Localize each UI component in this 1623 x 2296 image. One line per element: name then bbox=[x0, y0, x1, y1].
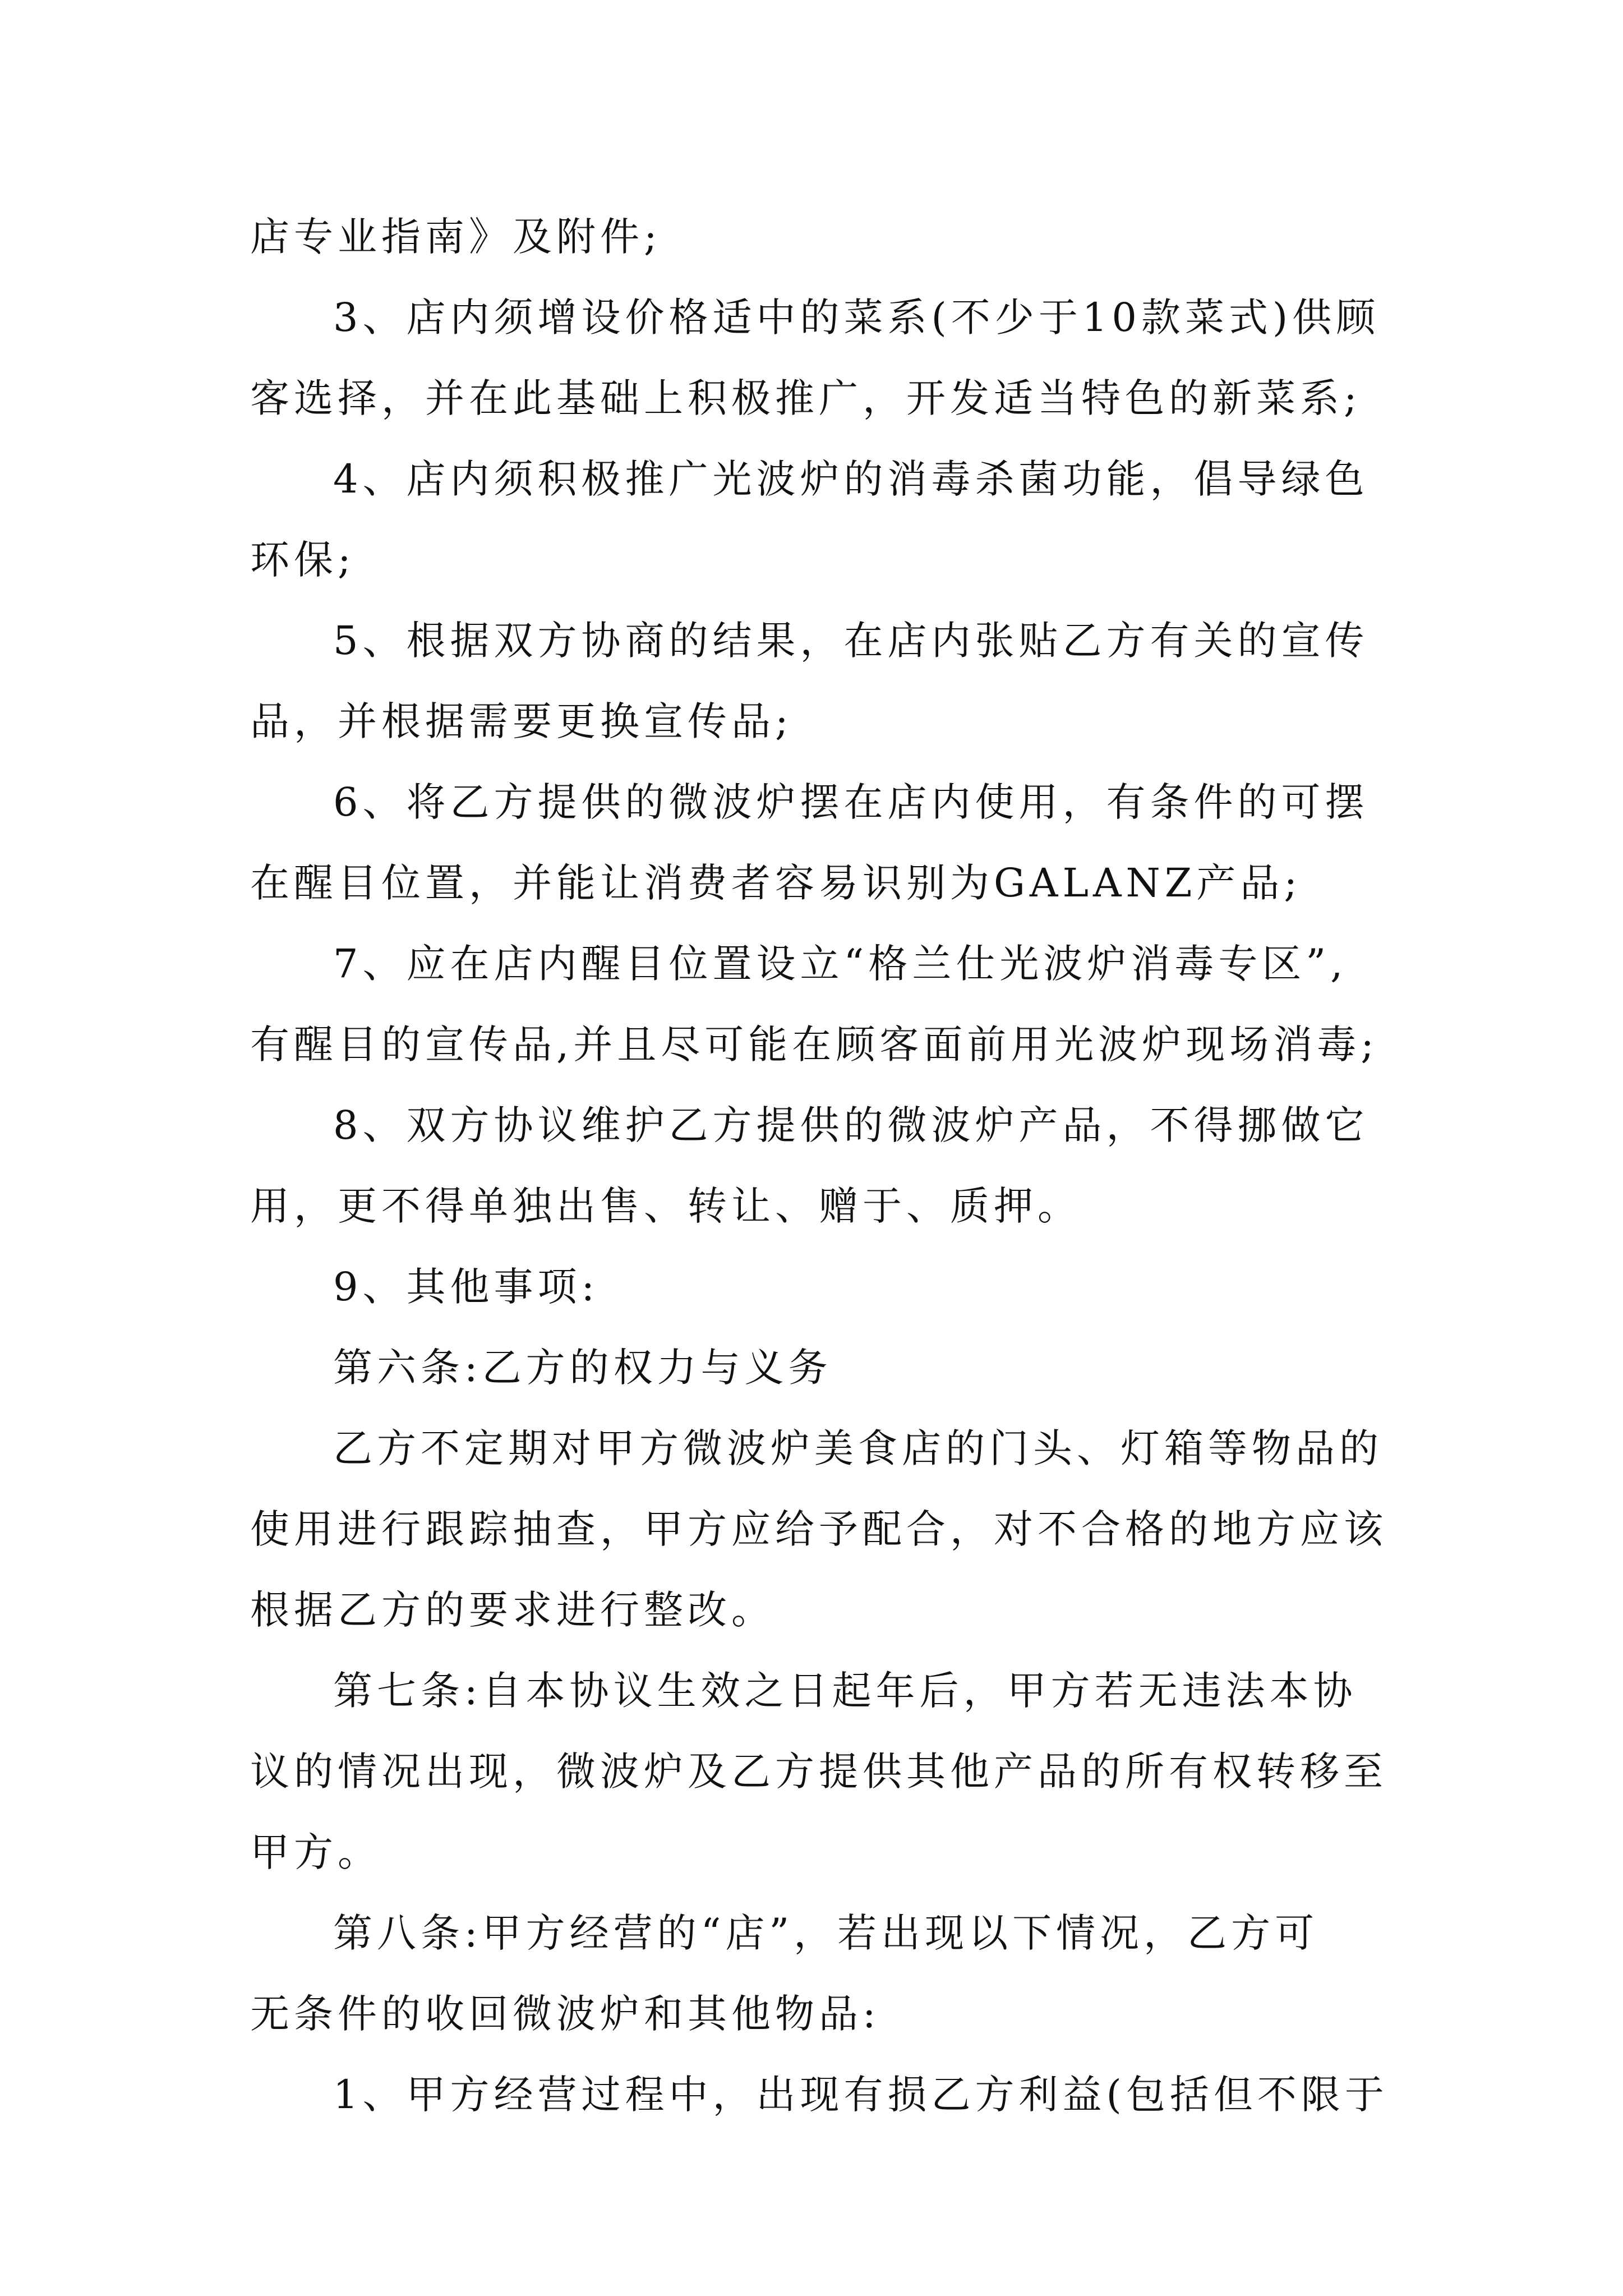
text-line: 使用进行跟踪抽查，甲方应给予配合，对不合格的地方应该 bbox=[250, 1506, 1387, 1552]
text-line: 7、应在店内醒目位置设立“格兰仕光波炉消毒专区”, bbox=[333, 941, 1348, 987]
text-line: 在醒目位置，并能让消费者容易识别为GALANZ产品; bbox=[250, 860, 1302, 906]
text-line: 有醒目的宣传品,并且尽可能在顾客面前用光波炉现场消毒; bbox=[250, 1022, 1378, 1068]
document-body bbox=[250, 196, 1389, 2135]
text-line: 9、其他事项: bbox=[333, 1264, 600, 1310]
text-line: 无条件的收回微波炉和其他物品: bbox=[250, 1991, 880, 2037]
text-line: 议的情况出现，微波炉及乙方提供其他产品的所有权转移至 bbox=[250, 1749, 1387, 1795]
section-heading: 第六条:乙方的权力与义务 bbox=[333, 1345, 832, 1391]
text-line: 3、店内须增设价格适中的菜系(不少于10款菜式)供顾 bbox=[333, 295, 1380, 341]
text-line: 第八条:甲方经营的“店”，若出现以下情况，乙方可 bbox=[333, 1910, 1319, 1956]
text-line: 环保; bbox=[250, 537, 356, 583]
text-line: 品，并根据需要更换宣传品; bbox=[250, 698, 793, 744]
text-line: 1、甲方经营过程中，出现有损乙方利益(包括但不限于 bbox=[333, 2072, 1389, 2118]
text-line: 店专业指南》及附件; bbox=[250, 214, 662, 260]
text-line: 甲方。 bbox=[250, 1829, 381, 1875]
text-line: 6、将乙方提供的微波炉摆在店内使用，有条件的可摆 bbox=[333, 779, 1369, 825]
text-line: 根据乙方的要求进行整改。 bbox=[250, 1587, 775, 1633]
text-line: 8、双方协议维护乙方提供的微波炉产品，不得挪做它 bbox=[333, 1102, 1369, 1148]
text-line: 4、店内须积极推广光波炉的消毒杀菌功能，倡导绿色 bbox=[333, 456, 1369, 502]
text-line: 客选择，并在此基础上积极推广，开发适当特色的新菜系; bbox=[250, 375, 1362, 421]
text-line: 5、根据双方协商的结果，在店内张贴乙方有关的宣传 bbox=[333, 618, 1369, 664]
text-line: 乙方不定期对甲方微波炉美食店的门头、灯箱等物品的 bbox=[333, 1425, 1383, 1471]
text-line: 用，更不得单独出售、转让、赠于、质押。 bbox=[250, 1183, 1081, 1229]
text-line: 第七条:自本协议生效之日起年后，甲方若无违法本协 bbox=[333, 1668, 1357, 1714]
